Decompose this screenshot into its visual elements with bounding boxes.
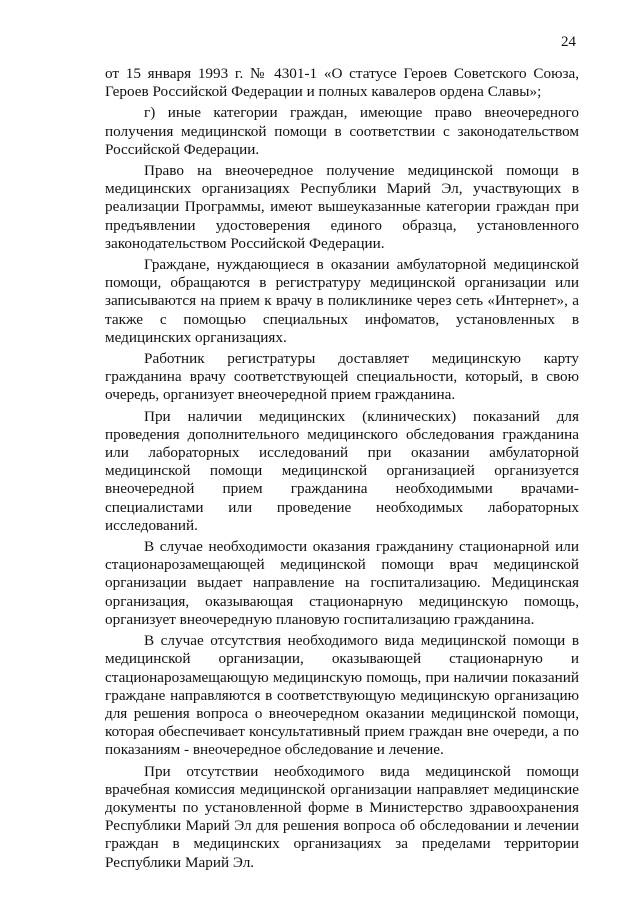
paragraph-2: г) иные категории граждан, имеющие право внеочередного получения медицинской помощи в соответствии с законодательством Российской Федерации. [105,104,579,158]
paragraph-5: Работник регистратуры доставляет медицинскую карту гражданина врачу соответствующей специальности, который, в свою очередь, организует внеочередной прием гражданина. [105,350,579,404]
document-body [105,65,579,875]
paragraph-7: В случае необходимости оказания гражданину стационарной или стационарозамещающей медицинской помощи врач медицинской организации выдает направление на госпитализацию. Медицинская организация, оказывающая стационарную медицинскую помощь, организует внеочередную плановую госпитализацию гражданина. [105,538,579,628]
page-number: 24 [561,34,576,50]
paragraph-6: При наличии медицинских (клинических) показаний для проведения дополнительного медицинского обследования гражданина или лабораторных исследований при оказании амбулаторной медицинской помощи медицинской организацией организуется внеочередной прием гражданина необходимыми врачами-специалистами или проведение необходимых лабораторных исследований. [105,407,579,534]
paragraph-8: В случае отсутствия необходимого вида медицинской помощи в медицинской организации, оказывающей стационарную и стационарозамещающую медицинскую помощь, при наличии показаний граждане направляются в соответствующую медицинскую организацию для решения вопроса о внеочередном оказании медицинской помощи, которая обеспечивает консультативный прием граждан вне очереди, а по показаниям - внеочередное обследование и лечение. [105,632,579,759]
paragraph-4: Граждане, нуждающиеся в оказании амбулаторной медицинской помощи, обращаются в регистратуру медицинской организации или записываются на прием к врачу в поликлинике через сеть «Интернет», а также с помощью специальных инфоматов, установленных в медицинских организациях. [105,256,579,346]
paragraph-1: от 15 января 1993 г. № 4301-1 «О статусе Героев Советского Союза, Героев Российской Федерации и полных кавалеров ордена Славы»; [105,65,579,101]
paragraph-9: При отсутствии необходимого вида медицинской помощи врачебная комиссия медицинской организации направляет медицинские документы по установленной форме в Министерство здравоохранения Республики Марий Эл для решения вопроса об обследовании и лечении граждан в медицинских организациях за пределами территории Республики Марий Эл. [105,762,579,871]
paragraph-3: Право на внеочередное получение медицинской помощи в медицинских организациях Республики Марий Эл, участвующих в реализации Программы, имеют вышеуказанные категории граждан при предъявлении удостоверения единого образца, установленного законодательством Российской Федерации. [105,162,579,252]
